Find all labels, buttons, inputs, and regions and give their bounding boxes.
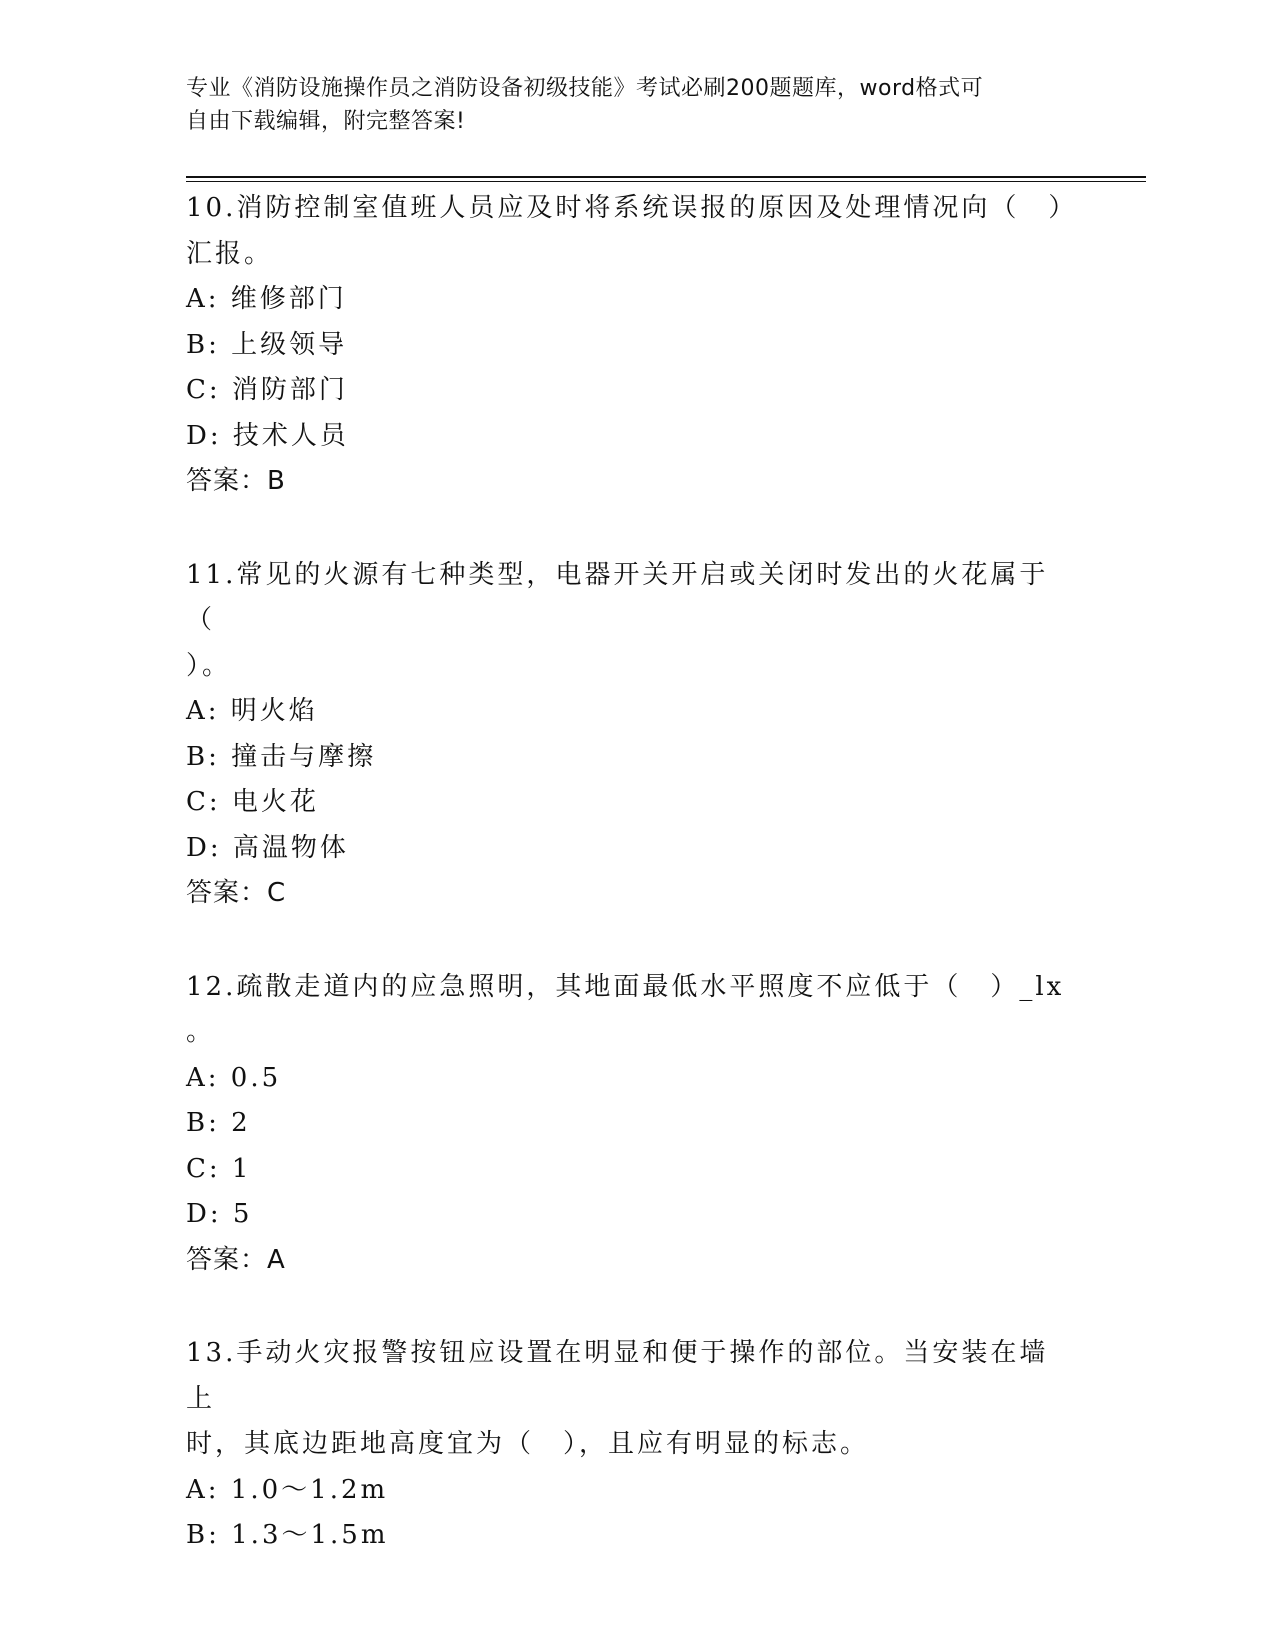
option-a: A: 1.0～1.2m	[186, 1474, 389, 1505]
option-b: B: 上级领导	[186, 329, 348, 360]
option-a: A: 维修部门	[186, 284, 347, 314]
header-line-2: 自由下载编辑，附完整答案!	[186, 109, 466, 134]
question-stem: 12.疏散走道内的应急照明，其地面最低水平照度不应低于（ ）_lx	[186, 971, 1065, 1002]
question-11	[186, 553, 1076, 917]
option-a: A: 0.5	[186, 1062, 282, 1093]
question-stem-continuation: 。	[186, 1017, 216, 1047]
option-b: B: 2	[186, 1108, 251, 1138]
document-header	[186, 72, 1066, 138]
option-d: D: 5	[186, 1199, 253, 1229]
question-stem: 10.消防控制室值班人员应及时将系统误报的原因及处理情况向（ ）	[186, 193, 1078, 223]
question-stem-continuation: 汇报。	[186, 238, 274, 269]
header-divider-thick	[186, 176, 1146, 178]
answer-line: 答案：C	[186, 878, 287, 908]
answer-line: 答案：B	[186, 466, 286, 496]
option-d: D: 高温物体	[186, 832, 349, 863]
header-divider-thin	[186, 181, 1146, 182]
option-b: B: 1.3～1.5m	[186, 1520, 389, 1550]
option-d: D: 技术人员	[186, 420, 349, 451]
option-b: B: 撞击与摩擦	[186, 741, 377, 772]
question-stem-continuation: ）。	[186, 650, 232, 681]
option-c: C: 1	[186, 1153, 252, 1184]
question-stem-continuation: 时，其底边距地高度宜为（ ），且应有明显的标志。	[186, 1429, 870, 1459]
question-list	[186, 186, 1076, 1607]
option-c: C: 电火花	[186, 787, 319, 817]
option-a: A: 明火焰	[186, 696, 318, 726]
option-c: C: 消防部门	[186, 375, 348, 405]
question-10	[186, 186, 1076, 505]
header-line-1: 专业《消防设施操作员之消防设备初级技能》考试必刷200题题库，word格式可	[186, 76, 984, 101]
question-stem: 13.手动火灾报警按钮应设置在明显和便于操作的部位。当安装在墙上	[186, 1338, 1049, 1414]
question-stem: 11.常见的火源有七种类型，电器开关开启或关闭时发出的火花属于（	[186, 559, 1049, 635]
question-12	[186, 965, 1076, 1284]
answer-line: 答案：A	[186, 1244, 286, 1275]
question-13	[186, 1331, 1076, 1559]
